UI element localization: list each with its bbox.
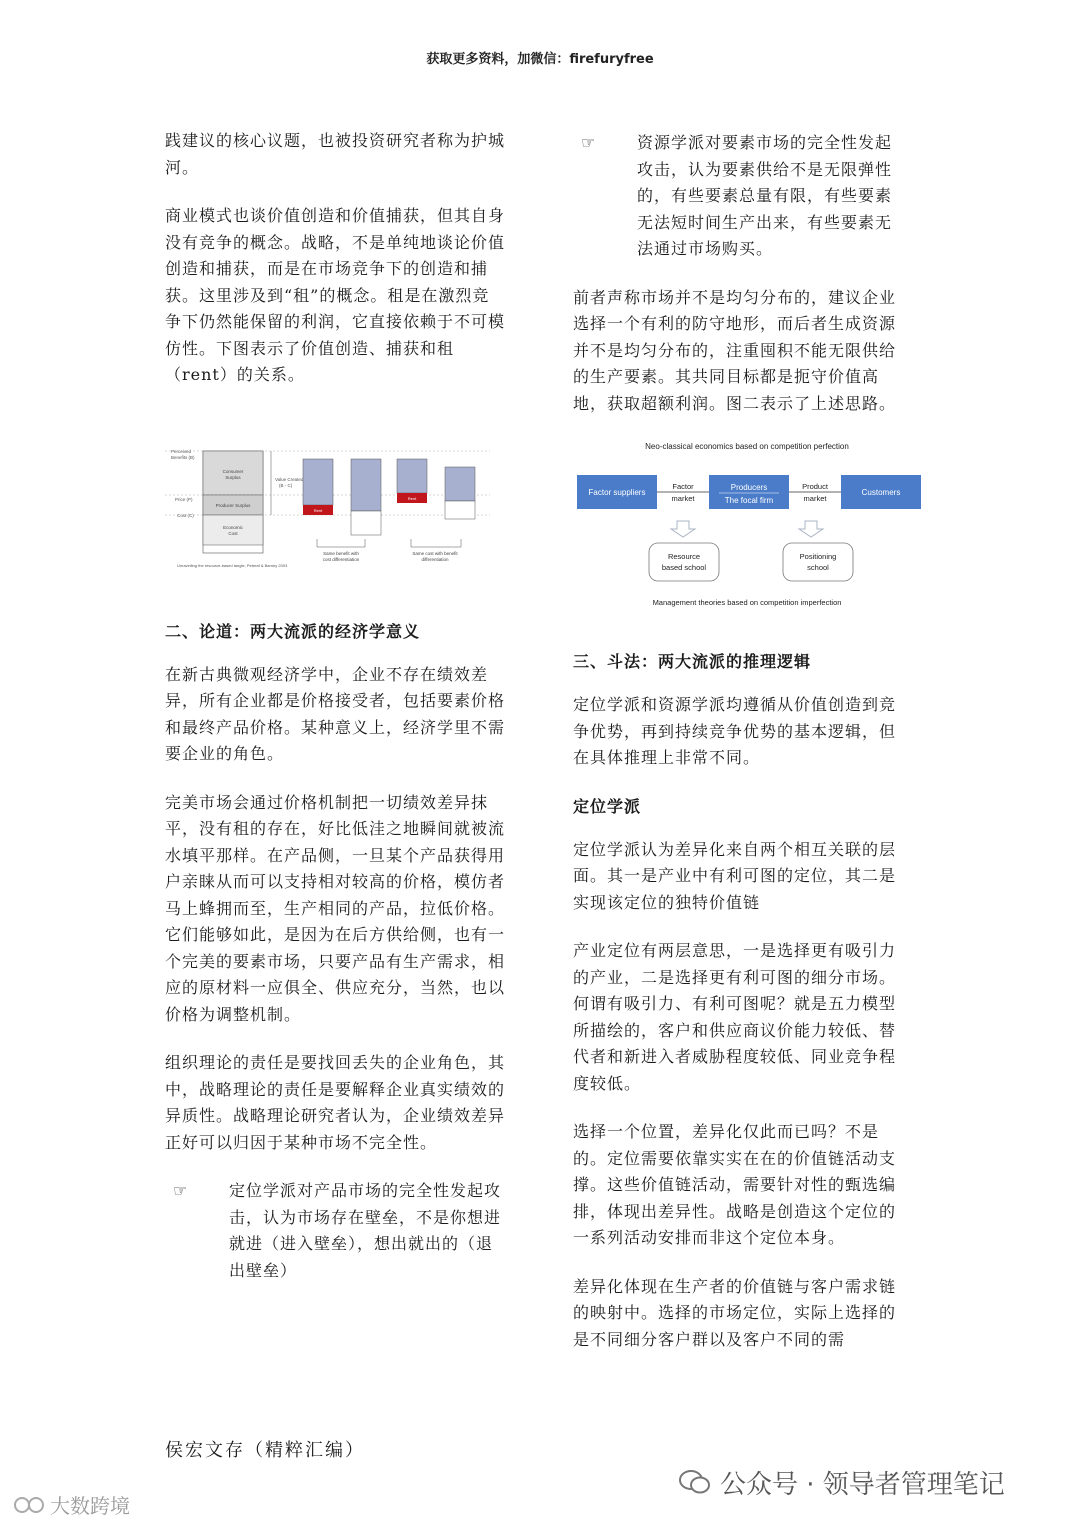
svg-text:Factor: Factor (672, 482, 694, 491)
label-cost: Cost (C) (177, 512, 194, 518)
svg-text:Positioning: Positioning (799, 552, 837, 561)
svg-text:Surplus: Surplus (225, 474, 241, 480)
value-rent-chart (165, 439, 495, 579)
label-benefits: Benefits (B) (171, 454, 195, 460)
diagram-title: Neo-classical economics based on competition perfection (645, 442, 849, 451)
footer-title: 侯宏文存（精粹汇编） (165, 1440, 365, 1461)
svg-text:Rent: Rent (407, 495, 417, 501)
svg-text:differentiation: differentiation (421, 556, 449, 562)
paragraph: 前者声称市场并不是均匀分布的，建议企业选择一个有利的防守地形，而后者生成资源并不是均匀分布的，注重囤积不能无限供给的生产要素。其共同目标都是扼守价值高地，获取超额利润。图二表示了上述思路。 (573, 287, 897, 413)
pointing-hand-icon: ☞ (173, 1181, 188, 1200)
paragraph: 产业定位有两层意思，一是选择更有吸引力的产业，二是选择更有利可图的细分市场。何谓有吸引力、有利可图呢？就是五力模型所描绘的，客户和供应商议价能力较低、替代者和新进入者威胁程度较低、同业竞争程度较低。 (573, 941, 897, 1093)
watermark (678, 1462, 1058, 1502)
label-price: Price (P) (175, 496, 193, 502)
watermark-secondary-text: 大数跨境 (50, 1494, 130, 1518)
page-header: 获取更多资料，加微信：firefuryfree (426, 52, 654, 67)
svg-text:school: school (807, 563, 829, 572)
svg-text:market: market (671, 494, 695, 503)
svg-text:(B - C): (B - C) (279, 482, 293, 488)
svg-text:Cost: Cost (228, 530, 238, 536)
bar-benefit-2 (351, 459, 381, 511)
left-column (165, 128, 505, 1306)
svg-text:Resource: Resource (667, 552, 701, 561)
svg-text:cost differentiation: cost differentiation (322, 556, 360, 562)
bullet-text: 定位学派对产品市场的完全性发起攻击，认为市场存在壁垒，不是你想进就进（进入壁垒），想出就出的（退出壁垒） (229, 1181, 502, 1280)
paragraph: 差异化体现在生产者的价值链与客户需求链的映射中。选择的市场定位，实际上选择的是不同细分客户群以及客户不同的需 (573, 1276, 897, 1349)
paragraph: 定位学派认为差异化来自两个相互关联的层面。其一是产业中有利可图的定位，其二是实现该定位的独特价值链 (573, 839, 897, 912)
paragraph: 完美市场会通过价格机制把一切绩效差异抹平，没有租的存在，好比低洼之地瞬间就被流水填平那样。在产品侧，一旦某个产品获得用户亲睐从而可以支持相对较高的价格，模仿者马上蜂拥而至，生产相同的产品，拉低价格。它们能够如此，是因为在后方供给侧，也有一个完美的要素市场，只要产品有生产需求，相应的原材料一应俱全、供应充分，当然，也以价格为调整机制。 (165, 792, 506, 1024)
svg-text:Consumer: Consumer (222, 468, 244, 474)
svg-text:Customers: Customers (861, 488, 901, 497)
bullet-item (165, 1178, 505, 1284)
diagram-caption: Management theories based on competition imperfection (652, 598, 842, 607)
bar-benefit-1 (303, 459, 333, 505)
svg-text:Same cost with benefit: Same cost with benefit (412, 550, 458, 556)
svg-text:Economic: Economic (223, 524, 243, 530)
paragraph: 选择一个位置，差异化仅此而已吗？不是的。定位需要依靠实实在在的价值链活动支撑。这些价值链活动，需要针对性的甄选编排，体现出差异性。战略是创造这个定位的一系列活动安排而非这个定位本身。 (573, 1122, 897, 1247)
paragraph: 商业模式也谈价值创造和价值捕获，但其自身没有竞争的概念。战略，不是单纯地谈论价值创造和捕获，而是在市场竞争下的创造和捕获。这里涉及到“租”的概念。租是在激烈竞争下仍然能保留的利润，它直接依赖于不可模仿性。下图表示了价值创造、捕获和租（rent）的关系。 (165, 206, 506, 384)
paragraph: 定位学派和资源学派均遵循从价值创造到竞争优势，再到持续竞争优势的基本逻辑，但在具体推理上非常不同。 (573, 695, 897, 767)
school-diagram (573, 439, 923, 619)
label-perceived: Perceived (171, 448, 192, 454)
positioning-school-box (783, 543, 853, 581)
svg-text:Producers: Producers (730, 483, 768, 492)
bullet-text: 资源学派对要素市场的完全性发起攻击，认为要素供给不是无限弹性的，有些要素总量有限，有些要素无法短时间生产出来，有些要素无法通过市场购买。 (637, 133, 893, 258)
figure-value-rent (165, 439, 505, 583)
paragraph: 践建议的核心议题，也被投资研究者称为护城河。 (165, 131, 506, 177)
svg-text:The focal firm: The focal firm (724, 496, 774, 505)
svg-text:Rent: Rent (313, 507, 323, 513)
svg-text:Value Created: Value Created (275, 476, 304, 482)
right-column (573, 130, 908, 1375)
svg-text:market: market (803, 494, 827, 503)
paragraph: 在新古典微观经济学中，企业不存在绩效差异，所有企业都是价格接受者，包括要素价格和最终产品价格。某种意义上，经济学里不需要企业的角色。 (165, 664, 506, 763)
svg-text:Producer Surplus: Producer Surplus (215, 502, 251, 508)
svg-text:Same benefit with: Same benefit with (323, 550, 359, 556)
loop-logo-icon (12, 1494, 50, 1516)
paragraph: 组织理论的责任是要找回丢失的企业角色，其中，战略理论的责任是要解释企业真实绩效的异质性。战略理论研究者认为，企业绩效差异正好可以归因于某种市场不完全性。 (165, 1053, 506, 1152)
pointing-hand-icon: ☞ (581, 133, 596, 152)
down-arrow-icon (799, 521, 823, 537)
bar-benefit-4 (445, 467, 475, 501)
svg-text:Factor suppliers: Factor suppliers (588, 488, 646, 497)
bar-benefit-3 (397, 459, 427, 493)
wechat-icon (678, 1468, 712, 1496)
svg-text:based school: based school (661, 563, 707, 572)
svg-text:Product: Product (802, 482, 828, 491)
economic-cost-block (203, 515, 263, 545)
section-heading: 三、斗法：两大流派的推理逻辑 (573, 652, 812, 671)
subsection-heading: 定位学派 (573, 796, 642, 816)
section-heading: 二、论道：两大流派的经济学意义 (165, 621, 421, 641)
resource-school-box (649, 543, 719, 581)
figure-school-diagram (573, 439, 908, 623)
svg-text:Unravelling the resource-based: Unravelling the resource-based tangle, Peteraf & Barney 2003 (177, 562, 288, 568)
down-arrow-icon (671, 521, 695, 537)
watermark-secondary (12, 1490, 130, 1519)
watermark-text: 公众号 · 领导者管理笔记 (720, 1469, 1005, 1500)
bullet-item (573, 130, 908, 263)
